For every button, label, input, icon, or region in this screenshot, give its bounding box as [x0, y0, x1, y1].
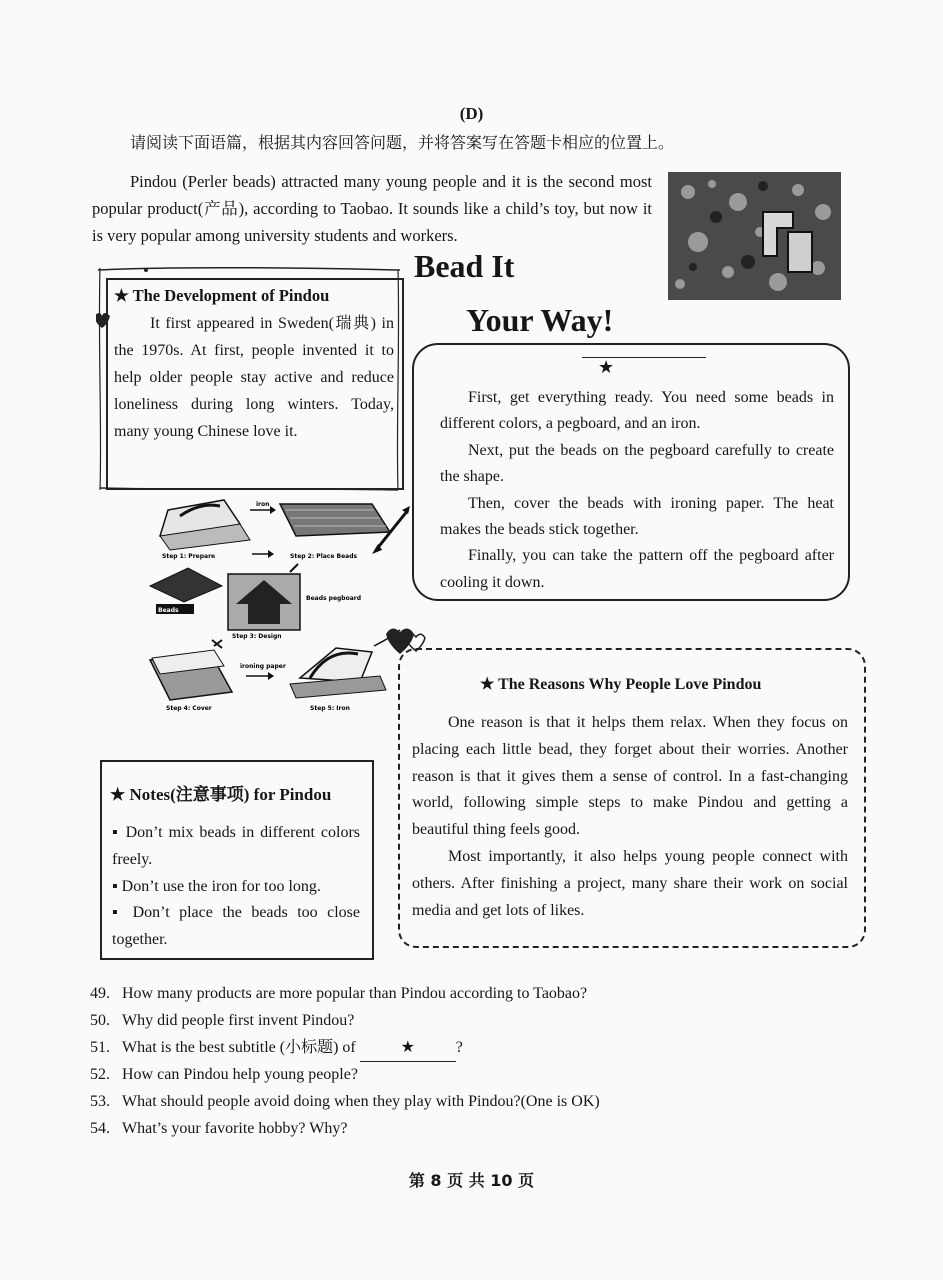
- question-item: 53. What should people avoid doing when they play with Pindou?(One is OK): [90, 1093, 600, 1111]
- star-icon: ★: [598, 357, 615, 377]
- label-step1: Step 1: Prepare: [162, 553, 216, 560]
- development-inner: [106, 278, 404, 490]
- step-paragraph-2: Next, put the beads on the pegboard carefully to create the shape.: [440, 441, 834, 486]
- intro-paragraph: [92, 168, 652, 249]
- steps-diagram: [140, 496, 410, 718]
- pegboard-icon: [280, 504, 390, 536]
- ironing-paper-icon: [150, 650, 232, 700]
- page-number: 第 8 页 共 10 页: [408, 1171, 535, 1190]
- question-item: 54. What’s your favorite hobby? Why?: [90, 1119, 348, 1137]
- step-paragraph-1: First, get everything ready. You need some beads in different colors, a pegboard, and an iron.: [440, 389, 834, 433]
- question-item: 52. How can Pindou help young people?: [90, 1066, 358, 1084]
- star-icon: ★: [114, 286, 129, 305]
- label-step2: Step 2: Place Beads: [290, 553, 358, 560]
- development-box: [96, 266, 402, 492]
- notes-item: ▪ Don’t place the beads too close together.: [112, 904, 361, 949]
- questions-list: [90, 981, 870, 1143]
- title-line-2: Your Way!: [466, 302, 614, 338]
- steps-text: [440, 385, 834, 596]
- question-item: 51. What is the best subtitle (小标题) of ★ ?: [90, 1035, 870, 1063]
- reasons-heading: [480, 674, 761, 694]
- step-paragraph-3: Then, cover the beads with ironing paper. The heat makes the beads stick together.: [440, 494, 834, 539]
- label-iron: iron: [256, 501, 270, 508]
- notes-list: [112, 820, 360, 954]
- star-icon: ★: [480, 676, 495, 693]
- iron-icon: [290, 648, 386, 698]
- label-beads: Beads: [158, 607, 179, 614]
- intro-text: Pindou (Perler beads) attracted many young people and it is the second most popular product(产品), according to Taobao. It sounds like a child’s toy, but now it is very popular among university students and workers.: [92, 172, 652, 245]
- label-beads-pegboard: Beads pegboard: [306, 595, 362, 602]
- section-label: (D): [459, 104, 484, 123]
- reasons-paragraph-1: One reason is that it helps them relax. When they focus on placing each little bead, they forget about their worries. Another reason is that it gives them a sense of control. In a fast-changing world, following simple steps to make Pindou and getting a beautiful thing feels good.: [412, 714, 848, 839]
- reasons-paragraph-2: Most importantly, it also helps young people connect with others. After finishing a project, many share their work on social media and get lots of likes.: [412, 847, 848, 919]
- steps-box: [412, 343, 850, 601]
- notes-box: [100, 760, 374, 960]
- reading-instruction: 请阅读下面语篇，根据其内容回答问题，并将答案写在答题卡相应的位置上。: [130, 133, 675, 152]
- bullet-icon: ▪: [112, 824, 126, 841]
- reasons-text: [412, 710, 848, 924]
- development-text: It first appeared in Sweden(瑞典) in the 1970s. At first, people invented it to help older people stay active and reduce loneliness during long winters. Today, many young Chinese love it.: [114, 315, 394, 440]
- label-ironing-paper: ironing paper: [240, 663, 286, 670]
- notes-item: ▪ Don’t use the iron for too long.: [112, 877, 321, 895]
- development-heading-text: The Development of Pindou: [132, 286, 330, 305]
- label-step3: Step 3: Design: [232, 633, 282, 640]
- bullet-icon: ▪: [112, 877, 122, 895]
- label-step4: Step 4: Cover: [166, 705, 212, 712]
- pindou-photo: [668, 172, 841, 300]
- answer-blank: ★: [360, 1035, 456, 1063]
- question-item: 49. How many products are more popular than Pindou according to Taobao?: [90, 985, 588, 1002]
- title-line-1: Bead It: [414, 248, 515, 284]
- notes-heading: [110, 780, 331, 805]
- development-heading: [114, 286, 394, 306]
- question-item: 50. Why did people first invent Pindou?: [90, 1011, 355, 1029]
- notes-item: ▪ Don’t mix beads in different colors freely.: [112, 824, 361, 868]
- label-step5: Step 5: Iron: [310, 705, 350, 712]
- bullet-icon: ▪: [112, 904, 133, 922]
- reasons-heading-text: The Reasons Why People Love Pindou: [498, 676, 762, 693]
- notes-heading-text: Notes(注意事项) for Pindou: [129, 785, 332, 804]
- reasons-box: [398, 648, 866, 948]
- bead-design-icon: [228, 574, 300, 630]
- star-icon: ★: [110, 785, 126, 804]
- step-paragraph-4: Finally, you can take the pattern off the pegboard after cooling it down.: [440, 547, 834, 591]
